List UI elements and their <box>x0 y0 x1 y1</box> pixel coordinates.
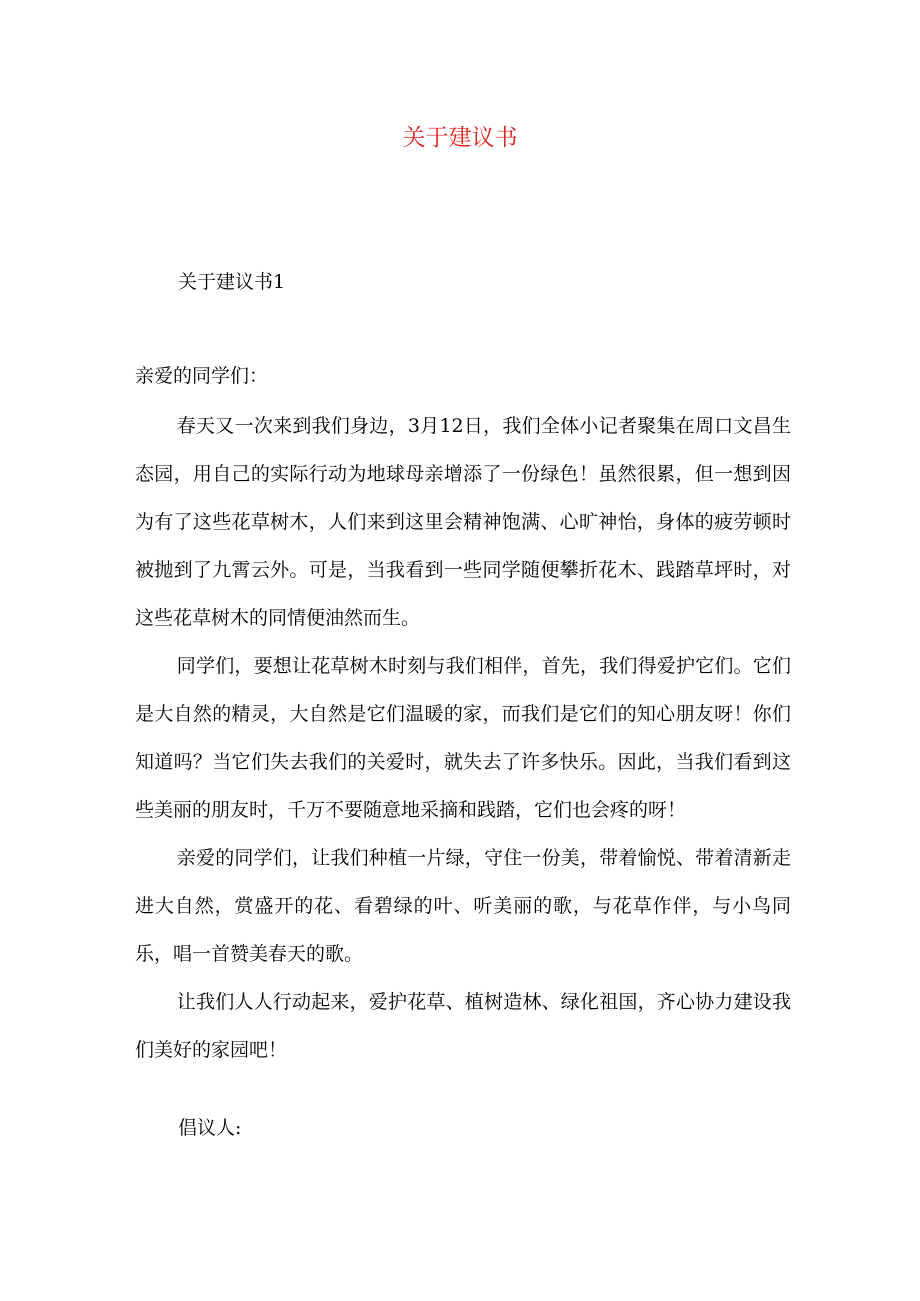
body-paragraph: 让我们人人行动起来，爱护花草、植树造林、绿化祖国，齐心协力建设我们美好的家园吧！ <box>135 991 791 1061</box>
body-paragraph: 亲爱的同学们，让我们种植一片绿，守住一份美，带着愉悦、带着清新走进大自然，赏盛开的花、看碧绿的叶、听美丽的歌，与花草作伴，与小鸟同乐，唱一首赞美春天的歌。 <box>135 847 791 965</box>
document-subtitle: 关于建议书1 <box>178 271 286 293</box>
salutation: 亲爱的同学们： <box>135 365 269 387</box>
signature-line: 倡议人: <box>178 1117 242 1139</box>
body-paragraph: 春天又一次来到我们身边，3月12日，我们全体小记者聚集在周口文昌生态园，用自己的实际行动为地球母亲增添了一份绿色！虽然很累，但一想到因为有了这些花草树木，人们来到这里会精神饱满、心旷神怡，身体的疲劳顿时被抛到了九霄云外。可是，当我看到一些同学随便攀折花木、践踏草坪时，对这些花草树木的同情便油然而生。 <box>135 415 791 629</box>
body-paragraph: 同学们，要想让花草树木时刻与我们相伴，首先，我们得爱护它们。它们是大自然的精灵，大自然是它们温暖的家，而我们是它们的知心朋友呀！你们知道吗？当它们失去我们的关爱时，就失去了许多快乐。因此，当我们看到这些美丽的朋友时，千万不要随意地采摘和践踏，它们也会疼的呀！ <box>135 655 791 821</box>
document-title: 关于建议书 <box>402 125 518 151</box>
